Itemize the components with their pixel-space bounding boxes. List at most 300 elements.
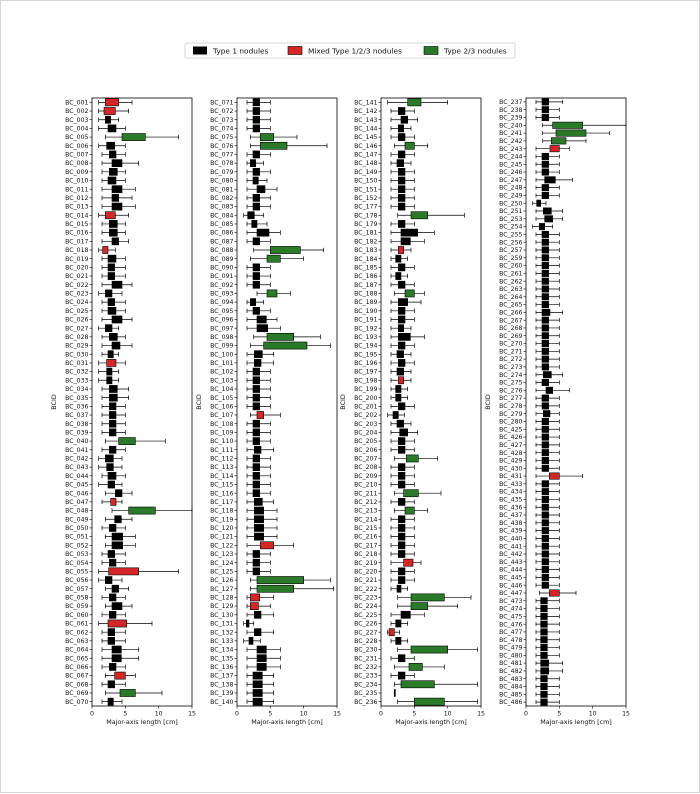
ytick-label: BC_239 <box>499 114 523 122</box>
ytick-label: BC_074 <box>210 125 234 133</box>
ytick-label: BC_052 <box>65 542 89 550</box>
box-BC_092 <box>253 281 260 288</box>
box-BC_022 <box>112 281 122 288</box>
box-BC_140 <box>253 698 262 705</box>
box-BC_194 <box>398 342 405 349</box>
box-BC_091 <box>253 272 260 279</box>
box-BC_074 <box>253 125 260 132</box>
ytick-label: BC_066 <box>65 664 89 672</box>
box-BC_253 <box>545 216 553 222</box>
box-BC_109 <box>253 429 260 436</box>
box-BC_442 <box>542 551 549 557</box>
ytick-label: BC_045 <box>65 481 89 489</box>
y-axis-label: BCID <box>339 394 347 410</box>
ytick-label: BC_221 <box>354 577 378 585</box>
box-BC_041 <box>109 446 116 453</box>
box-BC_089 <box>267 255 280 262</box>
box-BC_485 <box>541 691 548 697</box>
box-BC_116 <box>253 490 260 497</box>
ytick-label: BC_100 <box>210 351 234 359</box>
box-BC_093 <box>267 290 277 297</box>
ytick-label: BC_152 <box>354 194 378 202</box>
ytick-label: BC_077 <box>210 151 234 159</box>
box-BC_047 <box>111 498 116 505</box>
box-BC_260 <box>542 262 549 268</box>
box-BC_135 <box>257 655 266 662</box>
ytick-label: BC_475 <box>499 613 523 621</box>
ytick-label: BC_039 <box>65 429 89 437</box>
ytick-label: BC_260 <box>499 262 523 270</box>
ytick-label: BC_230 <box>354 646 378 654</box>
ytick-label: BC_182 <box>354 238 378 246</box>
ytick-label: BC_067 <box>65 672 89 680</box>
ytick-label: BC_202 <box>354 412 378 420</box>
box-BC_076 <box>260 142 287 149</box>
box-BC_036 <box>109 403 116 410</box>
box-BC_435 <box>542 496 549 502</box>
ytick-label: BC_055 <box>65 568 89 576</box>
ytick-label: BC_029 <box>65 342 89 350</box>
ytick-label: BC_144 <box>354 125 378 133</box>
ytick-label: BC_003 <box>65 116 89 124</box>
ytick-label: BC_141 <box>354 99 378 107</box>
box-BC_270 <box>542 340 549 346</box>
ytick-label: BC_125 <box>210 568 234 576</box>
ytick-label: BC_142 <box>354 108 378 116</box>
ytick-label: BC_474 <box>499 605 523 613</box>
ytick-label: BC_178 <box>354 212 378 220</box>
ytick-label: BC_482 <box>499 668 523 676</box>
box-BC_083 <box>253 203 260 210</box>
ytick-label: BC_014 <box>65 212 89 220</box>
ytick-label: BC_226 <box>354 620 378 628</box>
box-BC_193 <box>398 333 410 340</box>
box-BC_433 <box>542 481 549 487</box>
ytick-label: BC_021 <box>65 273 89 281</box>
ytick-label: BC_034 <box>65 386 89 394</box>
box-BC_051 <box>112 533 123 540</box>
ytick-label: BC_019 <box>65 255 89 263</box>
ytick-label: BC_244 <box>499 153 523 161</box>
box-BC_053 <box>108 550 115 557</box>
ytick-label: BC_256 <box>499 239 523 247</box>
ytick-label: BC_219 <box>354 559 378 567</box>
ytick-label: BC_206 <box>354 446 378 454</box>
ytick-label: BC_484 <box>499 683 523 691</box>
box-BC_079 <box>253 168 260 175</box>
ytick-label: BC_031 <box>65 360 89 368</box>
ytick-label: BC_023 <box>65 290 89 298</box>
box-BC_248 <box>542 184 549 190</box>
box-BC_113 <box>253 464 260 471</box>
box-BC_209 <box>398 472 405 479</box>
box-BC_218 <box>398 550 405 557</box>
box-BC_207 <box>406 455 418 462</box>
box-BC_141 <box>408 99 421 106</box>
ytick-label: BC_189 <box>354 299 378 307</box>
ytick-label: BC_063 <box>65 637 89 645</box>
box-BC_262 <box>542 278 549 284</box>
ytick-label: BC_240 <box>499 122 523 130</box>
box-BC_190 <box>398 307 405 314</box>
ytick-label: BC_079 <box>210 168 234 176</box>
box-BC_232 <box>409 663 422 670</box>
ytick-label: BC_119 <box>210 516 234 524</box>
ytick-label: BC_060 <box>65 611 89 619</box>
box-BC_266 <box>542 309 550 315</box>
box-BC_070 <box>108 698 113 705</box>
ytick-label: BC_426 <box>499 434 523 442</box>
ytick-label: BC_480 <box>499 652 523 660</box>
ytick-label: BC_093 <box>210 290 234 298</box>
ytick-label: BC_017 <box>65 238 89 246</box>
ytick-label: BC_268 <box>499 325 523 333</box>
box-BC_058 <box>109 594 116 601</box>
ytick-label: BC_115 <box>210 481 234 489</box>
ytick-label: BC_053 <box>65 551 89 559</box>
box-BC_439 <box>542 527 549 533</box>
box-BC_010 <box>108 177 116 184</box>
ytick-label: BC_095 <box>210 307 234 315</box>
box-BC_011 <box>112 186 122 193</box>
box-BC_097 <box>257 325 268 332</box>
ytick-label: BC_447 <box>499 590 523 598</box>
ytick-label: BC_082 <box>210 194 234 202</box>
box-BC_254 <box>539 223 544 229</box>
box-BC_027 <box>105 325 112 332</box>
ytick-label: BC_428 <box>499 449 523 457</box>
xtick-label: 5 <box>412 710 417 718</box>
ytick-label: BC_269 <box>499 332 523 340</box>
box-BC_239 <box>542 114 549 120</box>
box-BC_146 <box>405 142 414 149</box>
ytick-label: BC_002 <box>65 108 89 116</box>
ytick-label: BC_217 <box>354 542 378 550</box>
ytick-label: BC_255 <box>499 231 523 239</box>
box-BC_123 <box>253 550 260 557</box>
ytick-label: BC_085 <box>210 221 234 229</box>
box-BC_127 <box>257 585 294 592</box>
ytick-label: BC_035 <box>65 394 89 402</box>
ytick-label: BC_431 <box>499 473 523 481</box>
ytick-label: BC_088 <box>210 247 234 255</box>
ytick-label: BC_109 <box>210 429 234 437</box>
box-BC_223 <box>411 594 444 601</box>
ytick-label: BC_213 <box>354 507 378 515</box>
box-BC_430 <box>542 465 549 471</box>
ytick-label: BC_259 <box>499 254 523 262</box>
box-BC_226 <box>396 620 401 627</box>
box-BC_438 <box>542 520 549 526</box>
ytick-label: BC_025 <box>65 307 89 315</box>
ytick-label: BC_015 <box>65 221 89 229</box>
box-BC_134 <box>257 646 266 653</box>
box-BC_139 <box>253 689 262 696</box>
legend-swatch-mixed <box>288 47 302 55</box>
ytick-label: BC_036 <box>65 403 89 411</box>
box-BC_115 <box>253 481 260 488</box>
ytick-label: BC_046 <box>65 490 89 498</box>
ytick-label: BC_032 <box>65 368 89 376</box>
box-BC_108 <box>253 420 260 427</box>
box-BC_434 <box>542 488 549 494</box>
box-BC_443 <box>542 559 549 565</box>
ytick-label: BC_187 <box>354 281 378 289</box>
box-BC_028 <box>109 333 117 340</box>
ytick-label: BC_047 <box>65 498 89 506</box>
ytick-label: BC_214 <box>354 516 378 524</box>
box-BC_049 <box>115 516 122 523</box>
ytick-label: BC_010 <box>65 177 89 185</box>
ytick-label: BC_238 <box>499 106 523 114</box>
ytick-label: BC_193 <box>354 333 378 341</box>
box-BC_201 <box>398 403 405 410</box>
box-BC_446 <box>542 582 549 588</box>
box-BC_014 <box>105 212 115 219</box>
ytick-label: BC_011 <box>65 186 89 194</box>
x-axis-label: Major-axis length [cm] <box>106 718 178 726</box>
box-BC_126 <box>257 576 304 583</box>
ytick-label: BC_249 <box>499 192 523 200</box>
box-BC_068 <box>108 681 115 688</box>
box-BC_236 <box>414 698 444 705</box>
ytick-label: BC_110 <box>210 438 234 446</box>
ytick-label: BC_215 <box>354 525 378 533</box>
ytick-label: BC_265 <box>499 301 523 309</box>
legend-label-mixed: Mixed Type 1/2/3 nodules <box>308 46 402 56</box>
box-BC_227 <box>389 629 394 636</box>
ytick-label: BC_253 <box>499 215 523 223</box>
ytick-label: BC_022 <box>65 281 89 289</box>
ytick-label: BC_209 <box>354 472 378 480</box>
ytick-label: BC_216 <box>354 533 378 541</box>
xtick-label: 15 <box>333 710 341 718</box>
box-BC_481 <box>541 660 549 666</box>
ytick-label: BC_446 <box>499 582 523 590</box>
box-BC_054 <box>109 559 116 566</box>
ytick-label: BC_114 <box>210 472 234 480</box>
panel-4 <box>484 98 630 726</box>
ytick-label: BC_139 <box>210 690 234 698</box>
ytick-label: BC_254 <box>499 223 523 231</box>
box-BC_025 <box>108 307 116 314</box>
panels <box>50 98 630 726</box>
ytick-label: BC_211 <box>354 490 378 498</box>
box-BC_105 <box>253 394 260 401</box>
ytick-label: BC_117 <box>210 498 234 506</box>
box-BC_483 <box>541 676 548 682</box>
ytick-label: BC_227 <box>354 629 378 637</box>
ytick-label: BC_092 <box>210 281 234 289</box>
ytick-label: BC_129 <box>210 603 234 611</box>
xtick-label: 15 <box>622 710 630 718</box>
box-BC_216 <box>398 533 405 540</box>
box-BC_006 <box>107 142 115 149</box>
box-BC_013 <box>112 203 122 210</box>
box-BC_272 <box>542 356 549 362</box>
ytick-label: BC_130 <box>210 611 234 619</box>
box-BC_211 <box>404 490 419 497</box>
box-BC_003 <box>105 116 110 123</box>
ytick-label: BC_425 <box>499 426 523 434</box>
x-axis-label: Major-axis length [cm] <box>251 718 323 726</box>
ytick-label: BC_049 <box>65 516 89 524</box>
ytick-label: BC_081 <box>210 186 234 194</box>
ytick-label: BC_225 <box>354 611 378 619</box>
box-BC_479 <box>541 644 548 650</box>
ytick-label: BC_186 <box>354 273 378 281</box>
xtick-label: 0 <box>524 710 528 718</box>
box-BC_426 <box>542 434 549 440</box>
ytick-label: BC_061 <box>65 620 89 628</box>
box-BC_178 <box>411 212 428 219</box>
ytick-label: BC_028 <box>65 333 89 341</box>
xtick-label: 15 <box>188 710 196 718</box>
box-BC_121 <box>254 533 263 540</box>
ytick-label: BC_001 <box>65 99 89 107</box>
ytick-label: BC_443 <box>499 558 523 566</box>
box-BC_240 <box>553 122 583 128</box>
box-BC_063 <box>108 637 115 644</box>
box-BC_429 <box>542 457 549 463</box>
ytick-label: BC_042 <box>65 455 89 463</box>
box-BC_251 <box>543 208 551 214</box>
box-BC_002 <box>104 107 115 114</box>
box-BC_202 <box>393 411 398 418</box>
ytick-label: BC_224 <box>354 603 378 611</box>
xtick-label: 5 <box>557 710 562 718</box>
y-axis-label: BCID <box>484 394 492 410</box>
ytick-label: BC_196 <box>354 360 378 368</box>
ytick-label: BC_429 <box>499 457 523 465</box>
ytick-label: BC_091 <box>210 273 234 281</box>
box-BC_198 <box>398 377 403 384</box>
box-BC_243 <box>550 145 559 151</box>
ytick-label: BC_135 <box>210 655 234 663</box>
legend-swatch-type1 <box>193 47 207 55</box>
box-BC_145 <box>398 134 405 141</box>
box-BC_098 <box>267 333 294 340</box>
box-BC_067 <box>115 672 126 679</box>
ytick-label: BC_185 <box>354 264 378 272</box>
ytick-label: BC_094 <box>210 299 234 307</box>
box-BC_081 <box>257 186 265 193</box>
ytick-label: BC_090 <box>210 264 234 272</box>
ytick-label: BC_137 <box>210 672 234 680</box>
ytick-label: BC_116 <box>210 490 234 498</box>
box-BC_106 <box>253 403 260 410</box>
ytick-label: BC_234 <box>354 681 378 689</box>
box-BC_245 <box>542 161 549 167</box>
ytick-label: BC_444 <box>499 566 523 574</box>
ytick-label: BC_439 <box>499 527 523 535</box>
ytick-label: BC_078 <box>210 160 234 168</box>
box-BC_078 <box>250 160 255 167</box>
ytick-label: BC_204 <box>354 429 378 437</box>
ytick-label: BC_104 <box>210 386 234 394</box>
ytick-label: BC_058 <box>65 594 89 602</box>
x-axis-label: Major-axis length [cm] <box>540 718 612 726</box>
box-BC_440 <box>542 535 549 541</box>
box-BC_212 <box>398 498 405 505</box>
box-BC_264 <box>542 294 549 300</box>
box-BC_130 <box>254 611 261 618</box>
box-BC_012 <box>112 194 119 201</box>
box-BC_148 <box>397 160 404 167</box>
ytick-label: BC_274 <box>499 371 523 379</box>
ytick-label: BC_201 <box>354 403 378 411</box>
ytick-label: BC_008 <box>65 160 89 168</box>
box-BC_436 <box>542 504 549 510</box>
box-BC_128 <box>250 594 259 601</box>
ytick-label: BC_121 <box>210 533 234 541</box>
box-BC_040 <box>119 438 136 445</box>
ytick-label: BC_012 <box>65 194 89 202</box>
box-BC_477 <box>541 629 548 635</box>
ytick-label: BC_080 <box>210 177 234 185</box>
box-BC_196 <box>398 359 405 366</box>
ytick-label: BC_054 <box>65 559 89 567</box>
box-BC_088 <box>270 246 300 253</box>
boxplot-chart <box>1 1 700 794</box>
box-BC_062 <box>108 629 115 636</box>
box-BC_020 <box>108 264 115 271</box>
ytick-label: BC_140 <box>210 698 234 706</box>
box-BC_056 <box>105 576 112 583</box>
ytick-label: BC_191 <box>354 316 378 324</box>
ytick-label: BC_261 <box>499 270 523 278</box>
ytick-label: BC_445 <box>499 574 523 582</box>
ytick-label: BC_133 <box>210 637 234 645</box>
ytick-label: BC_150 <box>354 177 378 185</box>
box-BC_107 <box>257 411 264 418</box>
ytick-label: BC_132 <box>210 629 234 637</box>
box-BC_263 <box>542 286 549 292</box>
box-BC_066 <box>109 663 116 670</box>
ytick-label: BC_442 <box>499 551 523 559</box>
box-BC_427 <box>542 442 549 448</box>
xtick-label: 10 <box>588 710 597 718</box>
ytick-label: BC_071 <box>210 99 234 107</box>
box-BC_057 <box>112 585 119 592</box>
ytick-label: BC_122 <box>210 542 234 550</box>
box-BC_235 <box>394 689 395 696</box>
box-BC_045 <box>108 481 115 488</box>
box-BC_122 <box>260 542 273 549</box>
panel-3 <box>339 98 485 726</box>
ytick-label: BC_232 <box>354 664 378 672</box>
box-BC_004 <box>108 125 116 132</box>
box-BC_474 <box>541 605 548 611</box>
ytick-label: BC_437 <box>499 512 523 520</box>
box-BC_111 <box>254 446 261 453</box>
ytick-label: BC_272 <box>499 356 523 364</box>
ytick-label: BC_181 <box>354 229 378 237</box>
box-BC_231 <box>398 655 405 662</box>
ytick-label: BC_203 <box>354 420 378 428</box>
box-BC_183 <box>398 246 403 253</box>
box-BC_120 <box>254 524 263 531</box>
box-BC_150 <box>398 177 405 184</box>
box-BC_197 <box>397 368 404 375</box>
ytick-label: BC_127 <box>210 585 234 593</box>
box-BC_136 <box>257 663 266 670</box>
ytick-label: BC_068 <box>65 681 89 689</box>
ytick-label: BC_040 <box>65 438 89 446</box>
xtick-label: 15 <box>477 710 485 718</box>
box-BC_268 <box>542 325 549 331</box>
ytick-label: BC_427 <box>499 441 523 449</box>
